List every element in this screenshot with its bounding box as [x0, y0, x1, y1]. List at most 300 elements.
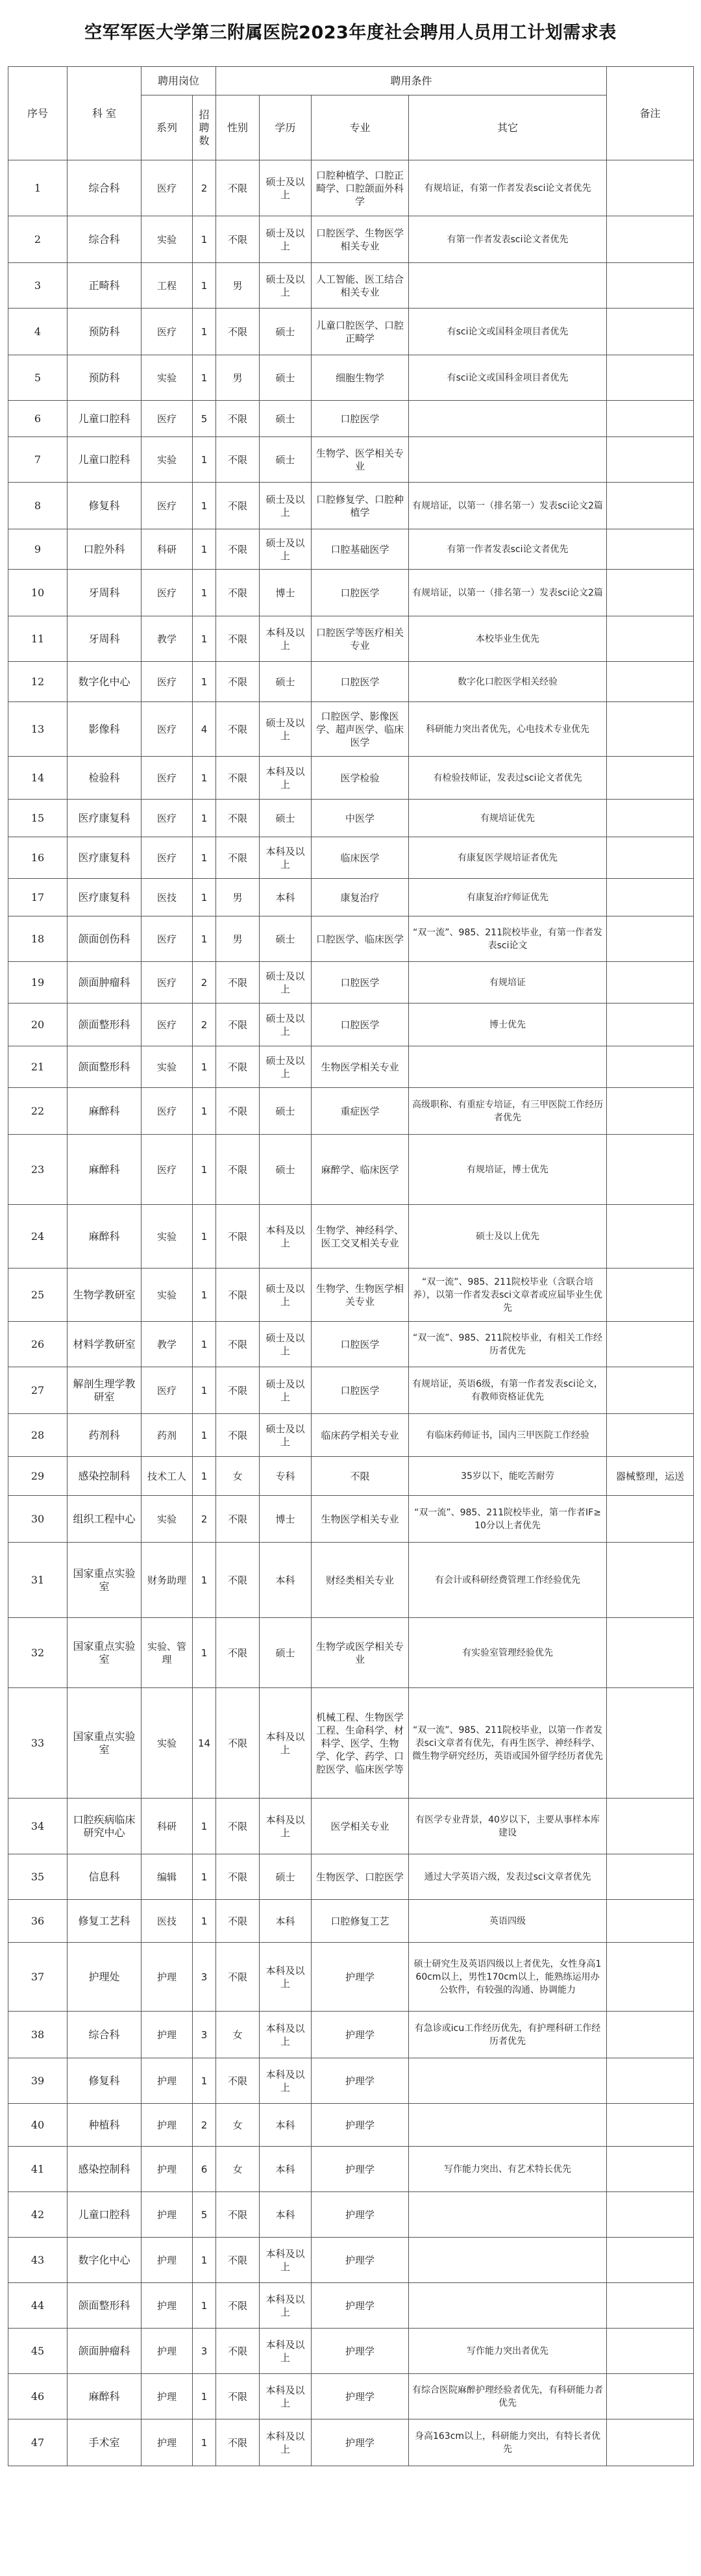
cell-gender: 不限	[216, 1618, 260, 1688]
cell-other	[409, 263, 607, 309]
cell-major: 中医学	[312, 800, 409, 837]
cell-gender: 不限	[216, 1322, 260, 1367]
cell-no: 36	[8, 1900, 68, 1943]
cell-edu: 硕士及以上	[260, 1414, 312, 1457]
cell-count: 1	[193, 263, 216, 309]
cell-other: 硕士及以上优先	[409, 1205, 607, 1269]
cell-dept: 预防科	[68, 309, 141, 355]
cell-major: 麻醉学、临床医学	[312, 1135, 409, 1205]
cell-edu: 本科	[260, 1543, 312, 1618]
table-row	[8, 962, 694, 1004]
cell-edu: 本科及以上	[260, 1205, 312, 1269]
cell-no: 3	[8, 263, 68, 309]
cell-no: 13	[8, 702, 68, 757]
cell-count: 1	[193, 1046, 216, 1088]
cell-no: 8	[8, 483, 68, 529]
cell-other: 有综合医院麻醉护理经验者优先，有科研能力者优先	[409, 2374, 607, 2419]
cell-count: 5	[193, 401, 216, 437]
cell-other: 有康复治疗师证优先	[409, 879, 607, 916]
cell-edu: 本科	[260, 1900, 312, 1943]
cell-other: 有检验技师证，发表过sci论文者优先	[409, 757, 607, 800]
cell-series: 医疗	[141, 483, 193, 529]
cell-series: 护理	[141, 2419, 193, 2466]
cell-count: 2	[193, 160, 216, 216]
cell-remark	[607, 916, 694, 962]
table-row	[8, 1004, 694, 1046]
cell-dept: 解剖生理学教研室	[68, 1367, 141, 1414]
cell-gender: 不限	[216, 1046, 260, 1088]
cell-remark	[607, 879, 694, 916]
cell-edu: 博士	[260, 1496, 312, 1543]
cell-series: 药剂	[141, 1414, 193, 1457]
cell-other: “双一流”、985、211院校毕业，有相关工作经历者优先	[409, 1322, 607, 1367]
cell-remark: 器械整理，运送	[607, 1457, 694, 1496]
cell-other: 身高163cm以上，科研能力突出，有特长者优先	[409, 2419, 607, 2466]
cell-gender: 不限	[216, 2419, 260, 2466]
cell-other: “双一流”、985、211院校毕业，以第一作者发表sci文章者有优先，有再生医学、神经科学、微生物学研究经历，英语或国外留学经历者优先	[409, 1688, 607, 1799]
cell-series: 教学	[141, 616, 193, 662]
cell-other: 英语四级	[409, 1900, 607, 1943]
cell-edu: 硕士	[260, 437, 312, 483]
cell-dept: 修复工艺科	[68, 1900, 141, 1943]
cell-dept: 儿童口腔科	[68, 437, 141, 483]
cell-count: 6	[193, 2147, 216, 2192]
cell-count: 1	[193, 757, 216, 800]
cell-remark	[607, 1046, 694, 1088]
cell-no: 43	[8, 2238, 68, 2283]
header-dept: 科 室	[68, 67, 141, 160]
cell-series: 医疗	[141, 702, 193, 757]
cell-major: 口腔修复学、口腔种植学	[312, 483, 409, 529]
cell-other: 有规培证，以第一（排名第一）发表sci论文2篇	[409, 570, 607, 616]
cell-gender: 不限	[216, 2192, 260, 2238]
cell-major: 护理学	[312, 1943, 409, 2012]
cell-gender: 不限	[216, 1205, 260, 1269]
cell-major: 口腔医学	[312, 570, 409, 616]
cell-gender: 不限	[216, 2058, 260, 2104]
cell-edu: 硕士	[260, 662, 312, 702]
cell-count: 1	[193, 1135, 216, 1205]
cell-gender: 不限	[216, 800, 260, 837]
cell-gender: 不限	[216, 401, 260, 437]
cell-remark	[607, 2192, 694, 2238]
cell-dept: 检验科	[68, 757, 141, 800]
cell-major: 人工智能、医工结合相关专业	[312, 263, 409, 309]
cell-count: 1	[193, 1900, 216, 1943]
cell-gender: 不限	[216, 2283, 260, 2329]
cell-no: 6	[8, 401, 68, 437]
cell-gender: 不限	[216, 1688, 260, 1799]
cell-remark	[607, 2238, 694, 2283]
cell-series: 教学	[141, 1322, 193, 1367]
cell-major: 生物学、神经科学、医工交叉相关专业	[312, 1205, 409, 1269]
cell-count: 1	[193, 2283, 216, 2329]
cell-no: 15	[8, 800, 68, 837]
cell-gender: 不限	[216, 437, 260, 483]
table-row	[8, 160, 694, 216]
cell-edu: 本科及以上	[260, 757, 312, 800]
header-post: 聘用岗位	[141, 67, 216, 95]
cell-dept: 牙周科	[68, 570, 141, 616]
cell-other: 有康复医学规培证者优先	[409, 837, 607, 879]
cell-series: 护理	[141, 2104, 193, 2147]
cell-gender: 不限	[216, 1900, 260, 1943]
cell-series: 护理	[141, 1943, 193, 2012]
cell-edu: 本科及以上	[260, 2058, 312, 2104]
cell-major: 护理学	[312, 2419, 409, 2466]
cell-remark	[607, 355, 694, 401]
cell-no: 37	[8, 1943, 68, 2012]
cell-series: 科研	[141, 529, 193, 570]
cell-remark	[607, 263, 694, 309]
cell-no: 44	[8, 2283, 68, 2329]
header-major: 专业	[312, 95, 409, 160]
cell-no: 10	[8, 570, 68, 616]
cell-series: 医疗	[141, 800, 193, 837]
cell-series: 医疗	[141, 1088, 193, 1135]
cell-remark	[607, 2419, 694, 2466]
cell-gender: 不限	[216, 1269, 260, 1322]
cell-edu: 本科	[260, 879, 312, 916]
cell-dept: 国家重点实验室	[68, 1543, 141, 1618]
cell-count: 5	[193, 2192, 216, 2238]
cell-remark	[607, 1269, 694, 1322]
cell-edu: 本科及以上	[260, 2419, 312, 2466]
cell-count: 1	[193, 529, 216, 570]
cell-dept: 医疗康复科	[68, 837, 141, 879]
cell-other: 数字化口腔医学相关经验	[409, 662, 607, 702]
cell-other	[409, 2058, 607, 2104]
cell-other: 有规培证，英语6级，有第一作者发表sci论文，有教师资格证优先	[409, 1367, 607, 1414]
cell-dept: 药剂科	[68, 1414, 141, 1457]
cell-other: 博士优先	[409, 1004, 607, 1046]
cell-gender: 不限	[216, 1943, 260, 2012]
cell-remark	[607, 1618, 694, 1688]
cell-remark	[607, 1088, 694, 1135]
cell-series: 护理	[141, 2192, 193, 2238]
cell-no: 20	[8, 1004, 68, 1046]
table-row	[8, 1205, 694, 1269]
cell-no: 46	[8, 2374, 68, 2419]
cell-series: 医疗	[141, 1004, 193, 1046]
cell-other: 通过大学英语六级，发表过sci文章者优先	[409, 1854, 607, 1900]
cell-count: 1	[193, 1088, 216, 1135]
table-row	[8, 2058, 694, 2104]
cell-no: 33	[8, 1688, 68, 1799]
table-row	[8, 216, 694, 263]
cell-series: 财务助理	[141, 1543, 193, 1618]
cell-series: 工程	[141, 263, 193, 309]
cell-other: 高级职称、有重症专培证，有三甲医院工作经历者优先	[409, 1088, 607, 1135]
header-gender: 性别	[216, 95, 260, 160]
cell-major: 护理学	[312, 2147, 409, 2192]
cell-count: 3	[193, 2329, 216, 2374]
cell-count: 1	[193, 1322, 216, 1367]
cell-dept: 数字化中心	[68, 662, 141, 702]
cell-edu: 硕士及以上	[260, 1367, 312, 1414]
cell-no: 16	[8, 837, 68, 879]
cell-remark	[607, 702, 694, 757]
table-row	[8, 2419, 694, 2466]
table-row	[8, 616, 694, 662]
cell-edu: 专科	[260, 1457, 312, 1496]
cell-remark	[607, 1496, 694, 1543]
table-row	[8, 1688, 694, 1799]
recruitment-table	[8, 66, 694, 2466]
cell-count: 1	[193, 879, 216, 916]
cell-dept: 国家重点实验室	[68, 1688, 141, 1799]
cell-major: 口腔医学、影像医学、超声医学、临床医学	[312, 702, 409, 757]
cell-gender: 不限	[216, 616, 260, 662]
page-title: 空军军医大学第三附属医院2023年度社会聘用人员用工计划需求表	[84, 23, 617, 43]
cell-count: 1	[193, 437, 216, 483]
cell-gender: 不限	[216, 1414, 260, 1457]
table-row	[8, 263, 694, 309]
cell-gender: 不限	[216, 1135, 260, 1205]
cell-other: 有规培证，以第一（排名第一）发表sci论文2篇	[409, 483, 607, 529]
cell-count: 1	[193, 2058, 216, 2104]
cell-dept: 修复科	[68, 483, 141, 529]
cell-remark	[607, 1943, 694, 2012]
cell-other: 有规培证优先	[409, 800, 607, 837]
cell-remark	[607, 662, 694, 702]
cell-series: 实验	[141, 1205, 193, 1269]
table-row	[8, 1414, 694, 1457]
cell-series: 医疗	[141, 757, 193, 800]
cell-major: 护理学	[312, 2012, 409, 2058]
cell-major: 口腔医学、临床医学	[312, 916, 409, 962]
cell-other: 有sci论文或国科金项目者优先	[409, 355, 607, 401]
cell-no: 47	[8, 2419, 68, 2466]
cell-gender: 男	[216, 916, 260, 962]
cell-no: 38	[8, 2012, 68, 2058]
table-row	[8, 1088, 694, 1135]
cell-major: 儿童口腔医学、口腔正畸学	[312, 309, 409, 355]
cell-dept: 影像科	[68, 702, 141, 757]
table-row	[8, 2104, 694, 2147]
cell-no: 39	[8, 2058, 68, 2104]
table-row	[8, 309, 694, 355]
header-other: 其它	[409, 95, 607, 160]
cell-remark	[607, 401, 694, 437]
cell-count: 2	[193, 2104, 216, 2147]
header-education: 学历	[260, 95, 312, 160]
cell-edu: 硕士	[260, 1854, 312, 1900]
cell-major: 口腔医学、生物医学相关专业	[312, 216, 409, 263]
cell-no: 22	[8, 1088, 68, 1135]
cell-gender: 不限	[216, 1496, 260, 1543]
cell-dept: 预防科	[68, 355, 141, 401]
cell-remark	[607, 2374, 694, 2419]
cell-count: 1	[193, 355, 216, 401]
table-row	[8, 1322, 694, 1367]
cell-count: 1	[193, 916, 216, 962]
cell-no: 1	[8, 160, 68, 216]
cell-gender: 不限	[216, 962, 260, 1004]
cell-edu: 硕士及以上	[260, 529, 312, 570]
cell-count: 1	[193, 483, 216, 529]
cell-remark	[607, 1135, 694, 1205]
cell-gender: 不限	[216, 160, 260, 216]
cell-gender: 不限	[216, 309, 260, 355]
cell-other: 有临床药师证书，国内三甲医院工作经验	[409, 1414, 607, 1457]
cell-edu: 硕士	[260, 1135, 312, 1205]
cell-edu: 本科及以上	[260, 2283, 312, 2329]
cell-major: 护理学	[312, 2104, 409, 2147]
cell-no: 27	[8, 1367, 68, 1414]
cell-series: 护理	[141, 2058, 193, 2104]
cell-gender: 不限	[216, 2329, 260, 2374]
cell-edu: 本科及以上	[260, 2238, 312, 2283]
cell-gender: 男	[216, 263, 260, 309]
cell-no: 32	[8, 1618, 68, 1688]
cell-other	[409, 2192, 607, 2238]
cell-no: 25	[8, 1269, 68, 1322]
cell-no: 40	[8, 2104, 68, 2147]
cell-series: 医疗	[141, 837, 193, 879]
cell-no: 23	[8, 1135, 68, 1205]
cell-dept: 儿童口腔科	[68, 401, 141, 437]
cell-remark	[607, 2283, 694, 2329]
cell-remark	[607, 1322, 694, 1367]
cell-other: 有第一作者发表sci论文者优先	[409, 216, 607, 263]
cell-count: 1	[193, 309, 216, 355]
header-remark: 备注	[607, 67, 694, 160]
cell-series: 实验	[141, 355, 193, 401]
table-row	[8, 702, 694, 757]
cell-no: 34	[8, 1799, 68, 1854]
cell-remark	[607, 1414, 694, 1457]
cell-count: 1	[193, 800, 216, 837]
cell-gender: 不限	[216, 1088, 260, 1135]
cell-major: 生物医学相关专业	[312, 1046, 409, 1088]
cell-series: 实验、管理	[141, 1618, 193, 1688]
cell-no: 21	[8, 1046, 68, 1088]
table-row	[8, 800, 694, 837]
cell-series: 实验	[141, 1688, 193, 1799]
header-count: 招聘数	[193, 95, 216, 160]
cell-no: 41	[8, 2147, 68, 2192]
cell-dept: 数字化中心	[68, 2238, 141, 2283]
cell-no: 9	[8, 529, 68, 570]
cell-gender: 不限	[216, 570, 260, 616]
cell-dept: 颌面整形科	[68, 1004, 141, 1046]
table-row	[8, 1618, 694, 1688]
cell-series: 编辑	[141, 1854, 193, 1900]
cell-series: 医疗	[141, 916, 193, 962]
cell-edu: 博士	[260, 570, 312, 616]
cell-other: 写作能力突出者优先	[409, 2329, 607, 2374]
cell-dept: 颌面肿瘤科	[68, 2329, 141, 2374]
cell-other: 有规培证，博士优先	[409, 1135, 607, 1205]
cell-edu: 本科及以上	[260, 2374, 312, 2419]
cell-gender: 不限	[216, 216, 260, 263]
cell-major: 口腔医学	[312, 1367, 409, 1414]
cell-count: 1	[193, 1799, 216, 1854]
cell-count: 1	[193, 1543, 216, 1618]
cell-dept: 正畸科	[68, 263, 141, 309]
cell-no: 26	[8, 1322, 68, 1367]
cell-gender: 不限	[216, 1004, 260, 1046]
cell-edu: 硕士	[260, 916, 312, 962]
header-conditions: 聘用条件	[216, 67, 607, 95]
cell-count: 1	[193, 2238, 216, 2283]
cell-gender: 女	[216, 2104, 260, 2147]
cell-dept: 手术室	[68, 2419, 141, 2466]
cell-gender: 女	[216, 2012, 260, 2058]
cell-dept: 综合科	[68, 2012, 141, 2058]
cell-no: 11	[8, 616, 68, 662]
cell-remark	[607, 216, 694, 263]
table-row	[8, 1943, 694, 2012]
cell-gender: 女	[216, 1457, 260, 1496]
cell-remark	[607, 529, 694, 570]
cell-major: 临床药学相关专业	[312, 1414, 409, 1457]
cell-other: 写作能力突出、有艺术特长优先	[409, 2147, 607, 2192]
cell-edu: 硕士	[260, 401, 312, 437]
cell-major: 生物学、医学相关专业	[312, 437, 409, 483]
cell-edu: 硕士及以上	[260, 962, 312, 1004]
cell-other	[409, 401, 607, 437]
cell-gender: 不限	[216, 529, 260, 570]
cell-gender: 不限	[216, 2374, 260, 2419]
cell-edu: 硕士	[260, 355, 312, 401]
cell-dept: 组织工程中心	[68, 1496, 141, 1543]
cell-edu: 硕士及以上	[260, 1269, 312, 1322]
cell-remark	[607, 1799, 694, 1854]
cell-no: 35	[8, 1854, 68, 1900]
cell-edu: 硕士及以上	[260, 1322, 312, 1367]
table-row	[8, 570, 694, 616]
cell-other	[409, 2104, 607, 2147]
cell-series: 医疗	[141, 309, 193, 355]
cell-gender: 男	[216, 879, 260, 916]
cell-remark	[607, 309, 694, 355]
cell-other	[409, 437, 607, 483]
cell-series: 科研	[141, 1799, 193, 1854]
cell-edu: 硕士	[260, 1088, 312, 1135]
cell-remark	[607, 616, 694, 662]
cell-no: 12	[8, 662, 68, 702]
cell-count: 1	[193, 1618, 216, 1688]
cell-no: 42	[8, 2192, 68, 2238]
cell-other: “双一流”、985、211院校毕业，有第一作者发表sci论文	[409, 916, 607, 962]
cell-count: 1	[193, 570, 216, 616]
cell-dept: 国家重点实验室	[68, 1618, 141, 1688]
cell-other: 科研能力突出者优先，心电技术专业优先	[409, 702, 607, 757]
cell-no: 19	[8, 962, 68, 1004]
cell-major: 临床医学	[312, 837, 409, 879]
cell-remark	[607, 570, 694, 616]
cell-major: 护理学	[312, 2238, 409, 2283]
table-row	[8, 1367, 694, 1414]
cell-dept: 种植科	[68, 2104, 141, 2147]
cell-no: 18	[8, 916, 68, 962]
table-row	[8, 2147, 694, 2192]
cell-edu: 硕士及以上	[260, 702, 312, 757]
table-row	[8, 1854, 694, 1900]
cell-gender: 不限	[216, 702, 260, 757]
cell-gender: 不限	[216, 757, 260, 800]
cell-edu: 硕士	[260, 800, 312, 837]
cell-major: 细胞生物学	[312, 355, 409, 401]
cell-remark	[607, 1688, 694, 1799]
cell-remark	[607, 483, 694, 529]
cell-edu: 本科及以上	[260, 2329, 312, 2374]
cell-remark	[607, 2147, 694, 2192]
cell-remark	[607, 800, 694, 837]
cell-dept: 牙周科	[68, 616, 141, 662]
